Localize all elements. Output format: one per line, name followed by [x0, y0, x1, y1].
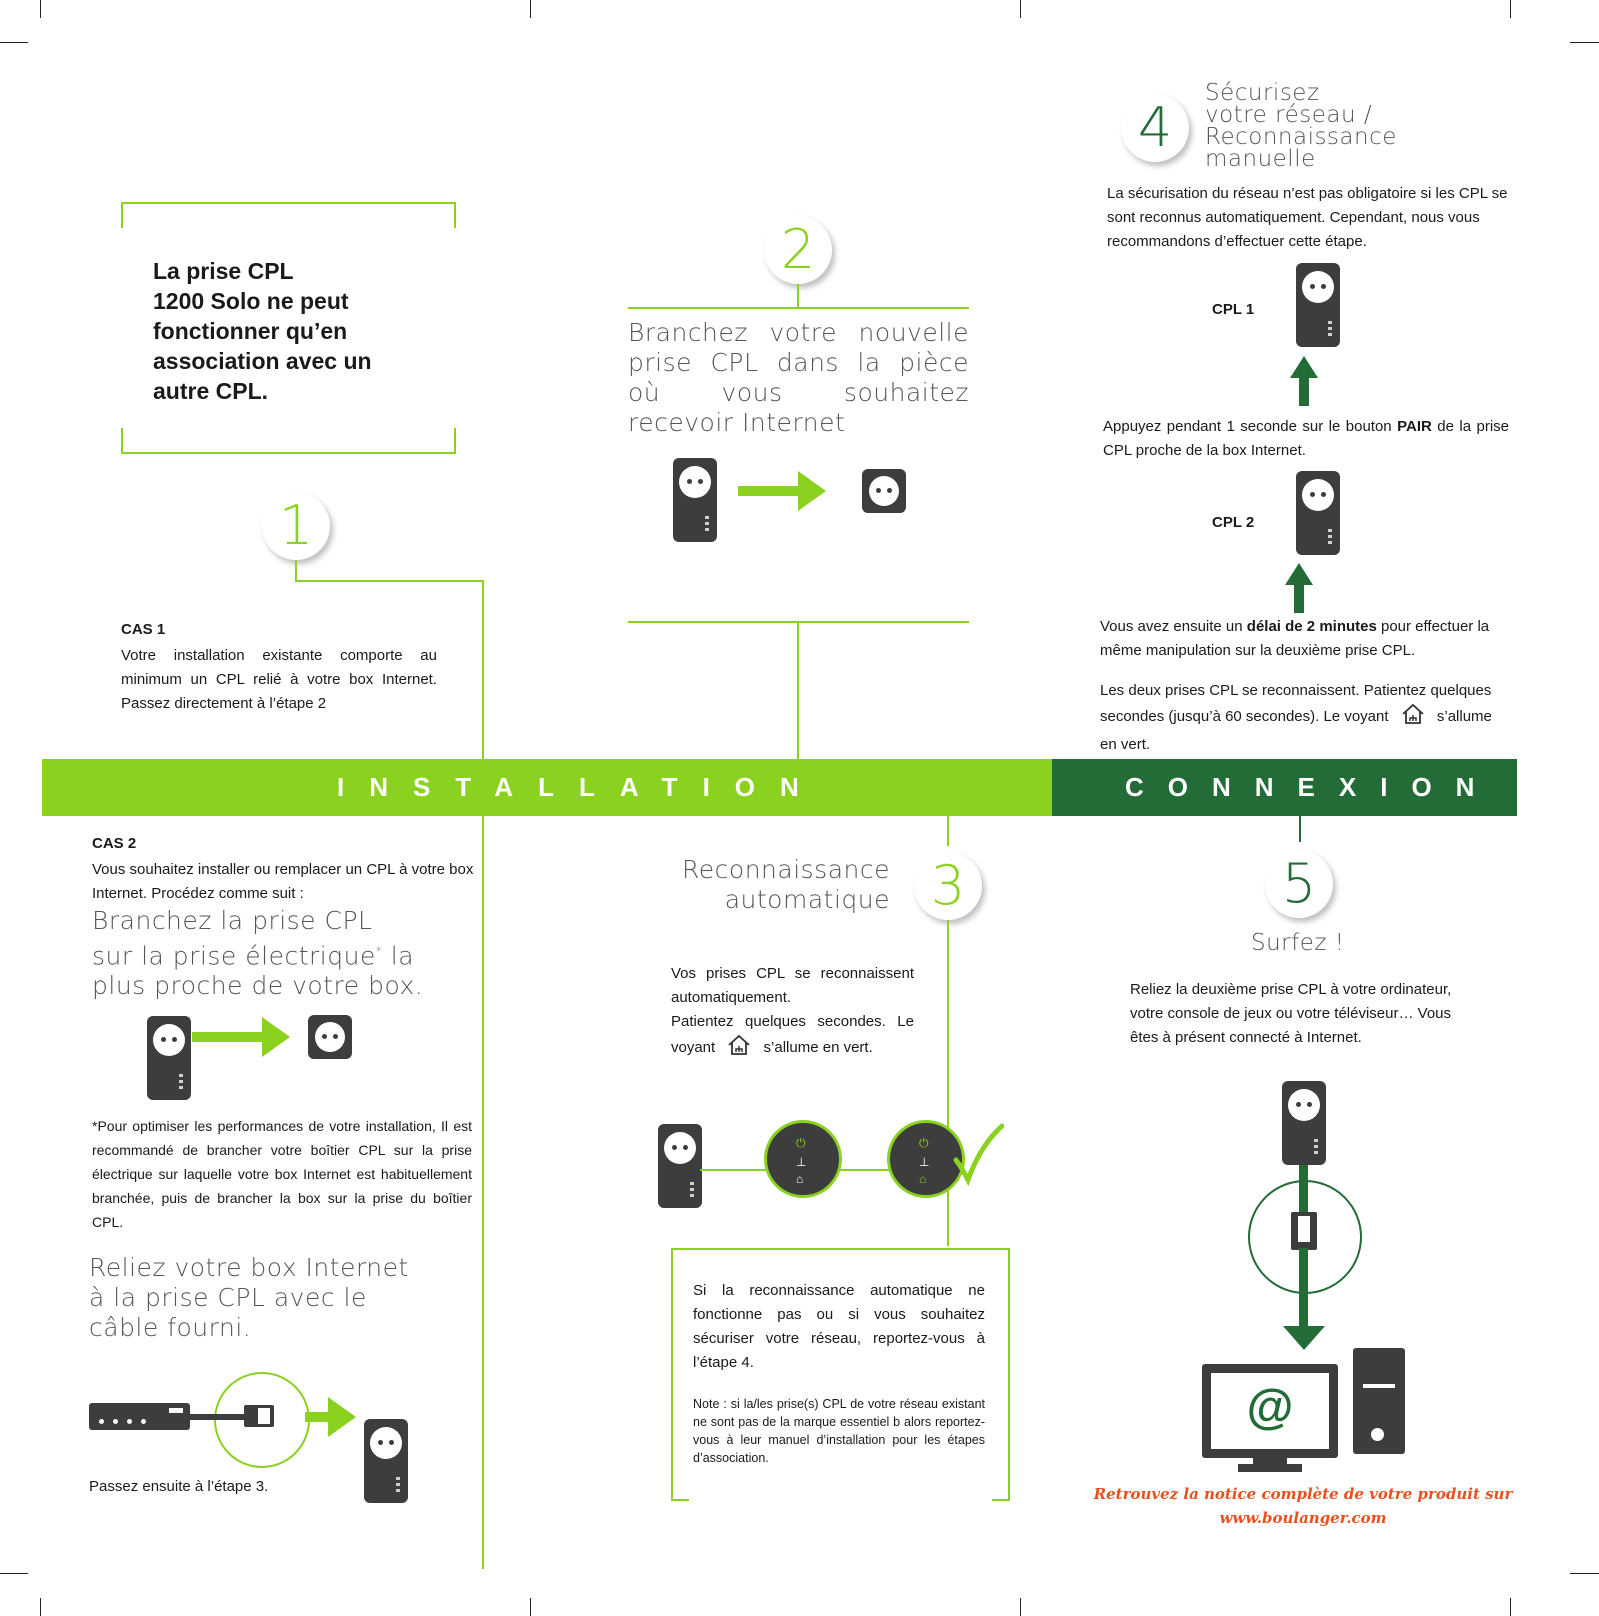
crop-mark — [40, 0, 41, 18]
connector-line — [295, 580, 484, 582]
connector-line — [1299, 816, 1301, 842]
step3-box-text: Si la reconnaissance automatique ne fonctionne pas ou si vous souhaitez sécuriser votre réseau, reportez-vous à l’étape 4. — [693, 1282, 985, 1371]
cpl-plug — [1296, 263, 1340, 347]
crop-mark — [530, 0, 531, 18]
wall-socket — [308, 1015, 352, 1059]
step1-next: Passez ensuite à l’étape 3. — [89, 1478, 269, 1495]
cas1-text: Votre installation existante comporte au minimum un CPL relié à votre box Internet. Passez directement à l’étape 2 — [121, 647, 437, 712]
step3-box-note: Note : si la/les prise(s) CPL de votre réseau existant ne sont pas de la marque essentiel b alors reportez-vous à leur manuel d’installation pour les étapes d’association. — [693, 1397, 985, 1465]
cpl2-label: CPL 2 — [1212, 514, 1255, 531]
ethernet-icon: ⊥ — [796, 1155, 807, 1169]
step4-delay-text: Vous avez ensuite un délai de 2 minutes pour effectuer la même manipulation sur la deuxième prise CPL. — [1100, 618, 1490, 659]
arrow-icon — [1283, 1326, 1325, 1350]
house-network-icon: ⌂ — [796, 1172, 804, 1186]
arrow-icon — [1299, 1248, 1308, 1328]
monitor — [1202, 1364, 1338, 1458]
connector-line — [947, 816, 949, 846]
step4-recog-text: Les deux prises CPL se reconnaissent. Patientez quelques secondes (jusqu’à 60 secondes). Le voyant s’allume en vert. — [1100, 682, 1492, 753]
house-network-icon — [1401, 703, 1425, 733]
cpl1-label: CPL 1 — [1212, 301, 1255, 318]
connexion-label: CONNEXION — [1125, 772, 1499, 802]
connector-line — [482, 580, 484, 760]
crop-mark — [1020, 1598, 1021, 1616]
crop-mark — [1510, 1598, 1511, 1616]
connexion-band — [1052, 759, 1517, 816]
step1-heading-a: Branchez la prise CPL sur la prise électrique* la plus proche de votre box. — [92, 906, 424, 1001]
connector-line — [947, 920, 949, 1246]
step-3-number: 3 — [914, 852, 982, 920]
step3-text: Vos prises CPL se reconnaissent automatiquement. Patientez quelques secondes. Le voyant s’allume en vert. — [671, 962, 914, 1064]
connector-line — [700, 1169, 768, 1171]
at-sign: @ — [1246, 1381, 1294, 1434]
connector-line — [482, 816, 484, 1569]
ethernet-icon — [190, 1414, 246, 1420]
crop-mark — [1570, 1573, 1599, 1574]
crop-mark — [1020, 0, 1021, 18]
connector-line — [839, 1169, 889, 1171]
cas2-title: CAS 2 — [92, 835, 137, 852]
crop-mark — [1570, 42, 1599, 43]
crop-mark — [1510, 0, 1511, 18]
intro-text: La prise CPL 1200 Solo ne peut fonctionner qu’en association avec un autre CPL. — [153, 258, 372, 404]
arrow-icon — [305, 1412, 329, 1422]
crop-mark — [0, 42, 28, 43]
connector-line — [797, 284, 799, 308]
step3-heading: Reconnaissance automatique — [682, 855, 890, 914]
power-icon: ⏻ — [919, 1136, 929, 1150]
ethernet-icon — [1291, 1212, 1317, 1250]
step-2-number: 2 — [764, 216, 832, 284]
step2-heading: Branchez votre nouvelle prise CPL dans la pièce où vous souhaitez recevoir Internet — [628, 318, 969, 437]
monitor-stand — [1238, 1464, 1302, 1472]
house-network-icon — [727, 1034, 751, 1064]
arrow-icon — [1285, 563, 1313, 585]
footnote: *Pour optimiser les performances de votre installation, Il est recommandé de brancher votre boîtier CPL sur la prise électrique sur laquelle votre box Internet est habituellement branchée, puis de brancher la box sur la prise du boîtier CPL. — [92, 1118, 472, 1230]
connector-line — [295, 560, 297, 580]
ethernet-icon: ⊥ — [919, 1155, 930, 1169]
installation-label: INSTALLATION — [337, 772, 824, 802]
house-network-icon: ⌂ — [919, 1172, 927, 1186]
crop-mark — [530, 1598, 531, 1616]
connector-line — [797, 621, 799, 759]
step5-text: Reliez la deuxième prise CPL à votre ordinateur, votre console de jeux ou votre téléviseur… Vous êtes à présent connecté à Internet. — [1130, 981, 1452, 1046]
check-icon — [952, 1122, 1004, 1191]
arrow-icon — [798, 471, 826, 511]
cpl-plug — [673, 458, 717, 542]
cpl-plug — [658, 1124, 702, 1208]
footer-note: Retrouvez la notice complète de votre produit sur www.boulanger.com — [1088, 1482, 1518, 1530]
connector-line — [628, 307, 969, 309]
step4-intro: La sécurisation du réseau n’est pas obligatoire si les CPL se sont reconnus automatiquement. Cependant, nous vous recommandons d’effectuer cette étape. — [1107, 185, 1508, 250]
installation-band — [42, 759, 1052, 816]
step4-heading: Sécurisez votre réseau / Reconnaissance manuelle — [1205, 80, 1397, 172]
arrow-icon — [1290, 356, 1318, 378]
arrow-icon — [192, 1032, 264, 1042]
step-1-number: 1 — [262, 492, 330, 560]
wall-socket — [862, 469, 906, 513]
crop-mark — [40, 1598, 41, 1616]
cpl-plug — [1282, 1081, 1326, 1165]
arrow-icon — [262, 1017, 290, 1057]
arrow-icon — [738, 486, 800, 496]
cpl-plug — [1296, 471, 1340, 555]
cas2-text: Vous souhaitez installer ou remplacer un CPL à votre box Internet. Procédez comme suit : — [92, 861, 474, 902]
pc-tower — [1353, 1348, 1405, 1454]
step-4-number: 4 — [1121, 94, 1189, 162]
crop-mark — [0, 1573, 28, 1574]
ethernet-icon — [244, 1405, 274, 1427]
internet-box — [89, 1403, 190, 1430]
step-5-number: 5 — [1265, 850, 1333, 918]
cpl-plug — [147, 1016, 191, 1100]
step1-heading-b: Reliez votre box Internet à la prise CPL avec le câble fourni. — [89, 1253, 409, 1342]
led-panel-circle — [764, 1120, 842, 1198]
step4-pair-text: Appuyez pendant 1 seconde sur le bouton PAIR de la prise CPL proche de la box Internet. — [1103, 418, 1510, 459]
arrow-icon — [1299, 376, 1309, 406]
arrow-icon — [328, 1397, 356, 1437]
footer-url[interactable]: www.boulanger.com — [1219, 1509, 1387, 1527]
cpl-plug — [364, 1419, 408, 1503]
power-icon: ⏻ — [796, 1136, 806, 1150]
arrow-icon — [1294, 583, 1304, 613]
cas1-title: CAS 1 — [121, 621, 166, 638]
step5-heading: Surfez ! — [1251, 930, 1345, 956]
